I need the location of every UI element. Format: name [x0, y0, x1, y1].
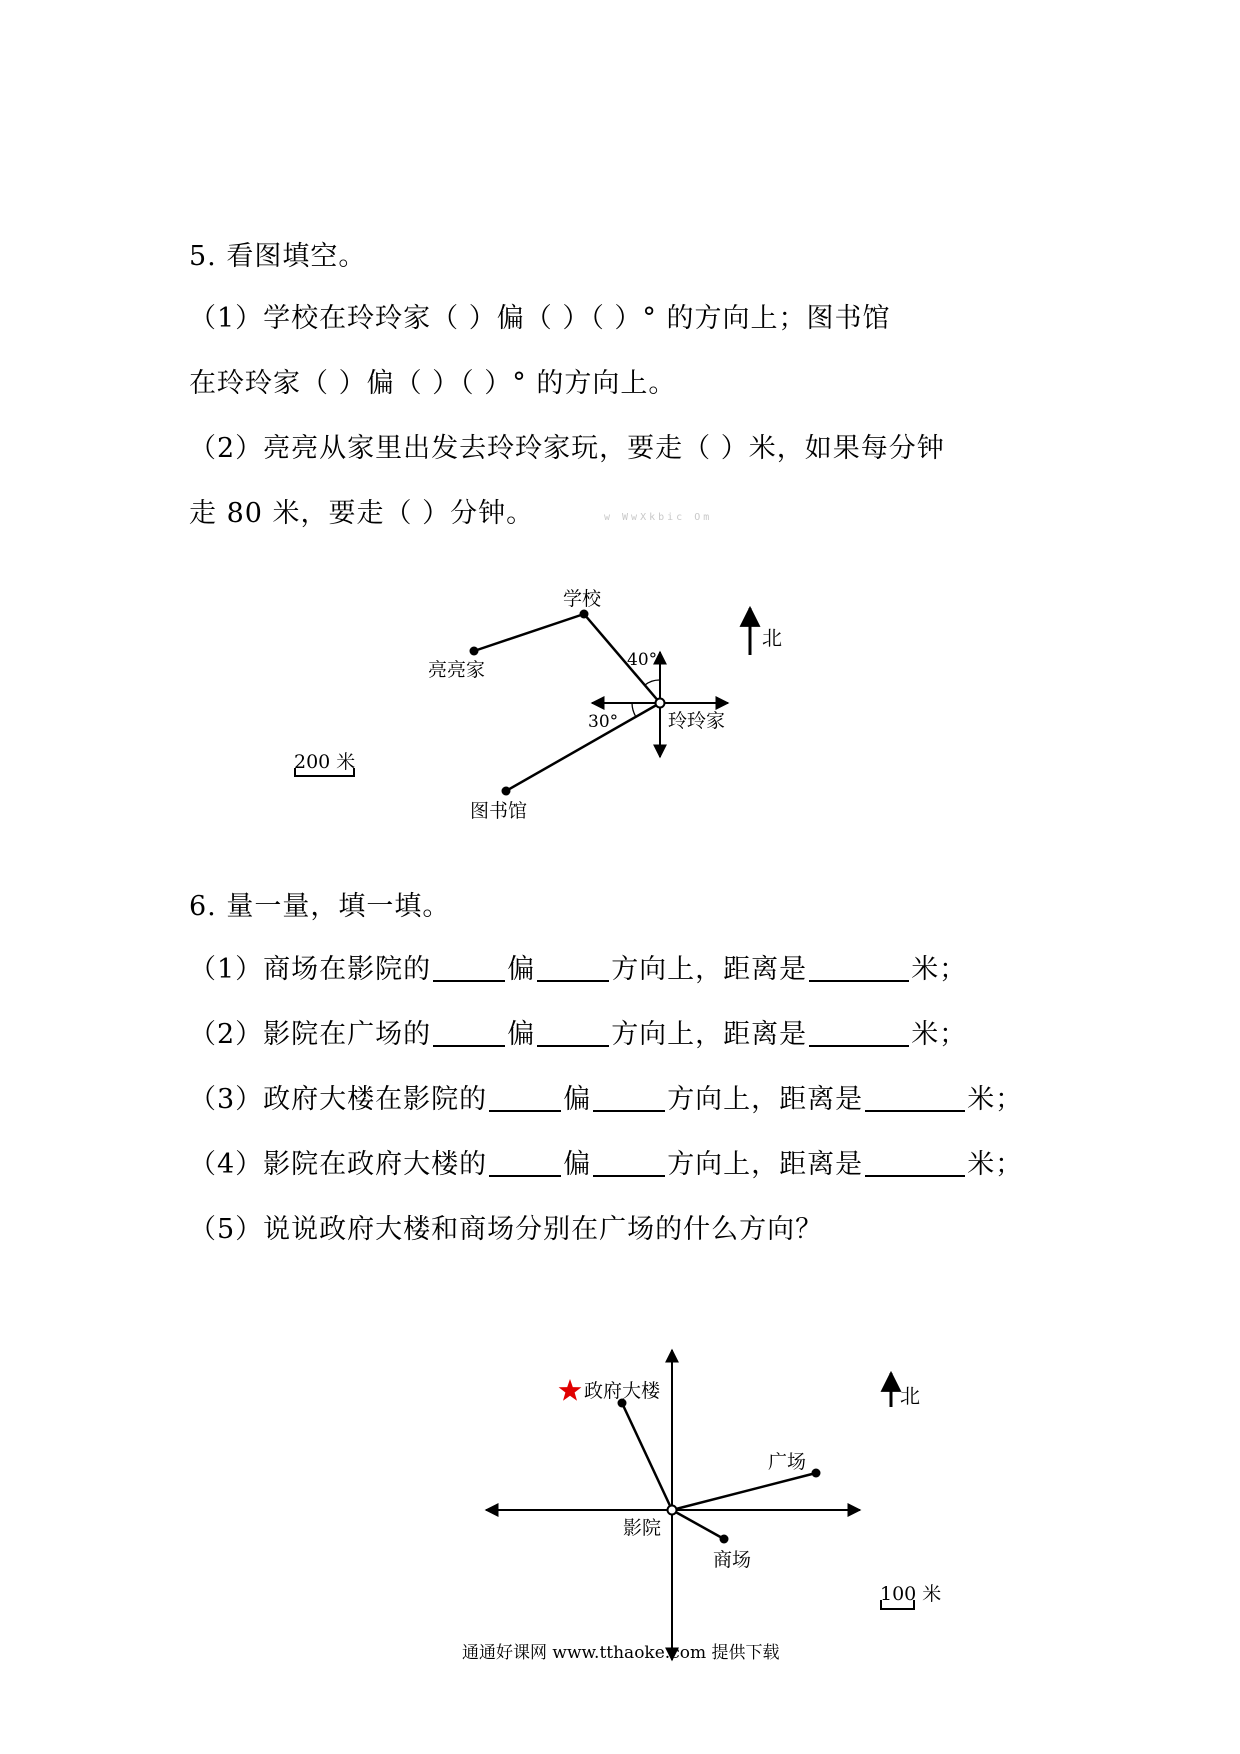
map1	[294, 588, 782, 822]
q5-line-3: （2）亮亮从家里出发去玲玲家玩，要走（ ）米，如果每分钟	[189, 433, 945, 464]
q5-line-1: （1）学校在玲玲家（ ）偏（ ）（ ）° 的方向上；图书馆	[189, 303, 891, 334]
q6-item-2-prefix: （2）影院在广场的	[189, 1019, 432, 1050]
map1-label-angle-30: 30°	[588, 712, 619, 732]
map2-label-government: 政府大楼	[584, 1380, 661, 1402]
map1-point-liangliang	[470, 647, 479, 656]
q6-item-2-end: 米；	[911, 1019, 968, 1050]
q6-item-1-prefix: （1）商场在影院的	[189, 954, 432, 985]
map1-label-liangliang: 亮亮家	[428, 659, 486, 681]
q6-item-1-after: 方向上，距离是	[611, 954, 808, 985]
map2-route-cinema-government	[622, 1403, 672, 1510]
q6-item-4-after: 方向上，距离是	[667, 1149, 864, 1180]
map2-route-cinema-plaza	[672, 1473, 816, 1510]
map1-angle-arc-30	[632, 703, 636, 717]
q6-item-4-prefix: （4）影院在政府大楼的	[189, 1149, 488, 1180]
q6-item-1-end: 米；	[911, 954, 968, 985]
map2-star-icon	[559, 1379, 582, 1401]
q6-item-2-mid: 偏	[507, 1019, 536, 1050]
q6-item-5: （5）说说政府大楼和商场分别在广场的什么方向？	[189, 1214, 824, 1245]
map1-label-library: 图书馆	[470, 800, 528, 822]
map1-point-school	[580, 610, 589, 619]
map2-route-cinema-mall	[672, 1510, 724, 1539]
map1-scale-label: 200 米	[294, 751, 356, 773]
q5-line-2: 在玲玲家（ ）偏（ ）（ ）° 的方向上。	[189, 368, 677, 399]
map1-north-label: 北	[762, 626, 782, 650]
q6-item-3-mid: 偏	[563, 1084, 592, 1115]
q6-item-3-after: 方向上，距离是	[667, 1084, 864, 1115]
q6-title: 6. 量一量，填一填。	[189, 891, 451, 922]
map2	[486, 1350, 941, 1660]
q5-line-4: 走 80 米，要走（ ）分钟。	[189, 498, 535, 529]
map1-route-lingling-library	[506, 703, 660, 791]
map2-point-cinema	[668, 1506, 677, 1515]
map1-route-liangliang-school	[474, 614, 584, 651]
map1-point-lingling	[656, 699, 665, 708]
map1-label-angle-40: 40°	[627, 650, 658, 670]
map2-north-label: 北	[900, 1384, 920, 1408]
map2-scale-label: 100 米	[880, 1583, 942, 1605]
q6-item-4-mid: 偏	[563, 1149, 592, 1180]
map1-angle-arc-40	[645, 680, 660, 685]
map2-label-mall: 商场	[713, 1549, 752, 1571]
q6-item-4-end: 米；	[967, 1149, 1024, 1180]
q6-item-3-prefix: （3）政府大楼在影院的	[189, 1084, 488, 1115]
q6-item-2-after: 方向上，距离是	[611, 1019, 808, 1050]
map2-label-plaza: 广场	[768, 1451, 807, 1473]
footer-credit: 通通好课网 www.tthaoke.com 提供下载	[462, 1643, 780, 1663]
map1-label-school: 学校	[563, 588, 602, 610]
map2-label-cinema: 影院	[623, 1517, 662, 1539]
q6-item-3-end: 米；	[967, 1084, 1024, 1115]
map2-point-mall	[720, 1535, 729, 1544]
map2-point-plaza	[812, 1469, 821, 1478]
q6-item-1-mid: 偏	[507, 954, 536, 985]
map1-label-lingling: 玲玲家	[668, 710, 726, 732]
q5-title: 5. 看图填空。	[189, 241, 367, 272]
map1-point-library	[502, 787, 511, 796]
watermark-text: w WwXkbic Om	[604, 512, 713, 523]
